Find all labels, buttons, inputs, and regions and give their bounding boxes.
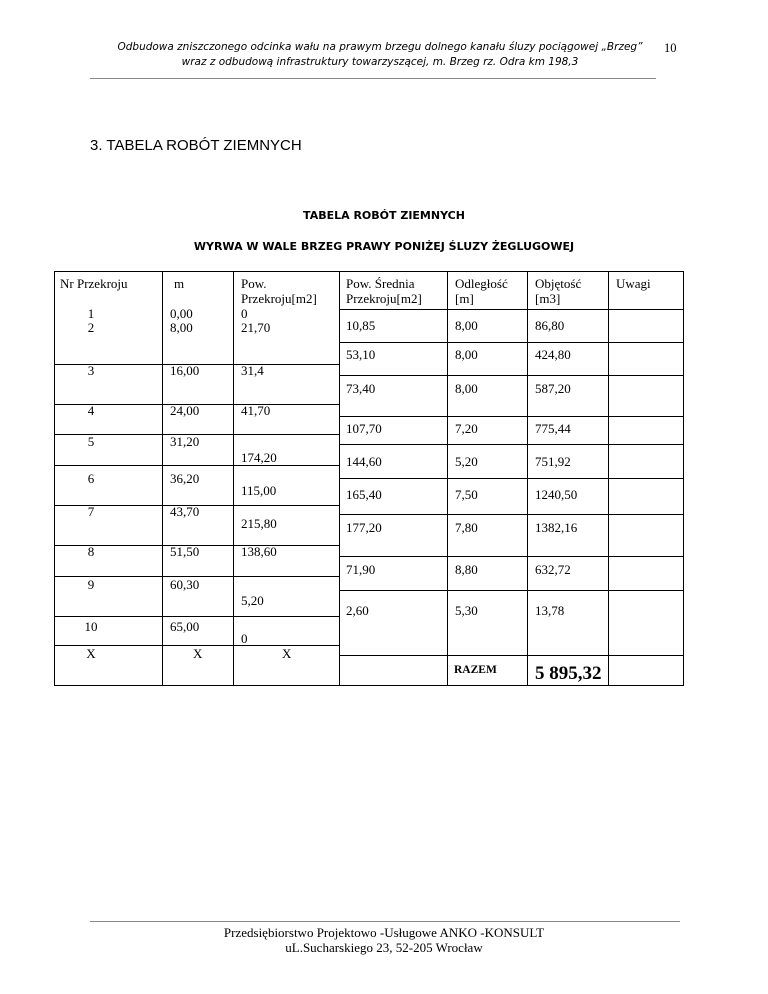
section-nr: 5 bbox=[87, 434, 95, 449]
table-title: TABELA ROBÓT ZIEMNYCH bbox=[303, 209, 465, 222]
interval-srednia: 73,40 bbox=[346, 381, 376, 396]
col-divider bbox=[233, 271, 234, 686]
interval-srednia: 144,60 bbox=[346, 454, 382, 469]
section-nr: 4 bbox=[87, 403, 95, 418]
col-header-srednia-line2: Przekroju[m2] bbox=[346, 291, 422, 306]
row-line-right bbox=[339, 514, 684, 515]
section-m: 16,00 bbox=[170, 363, 200, 378]
section-pow: 0 bbox=[241, 631, 248, 646]
row-line-left bbox=[54, 616, 340, 617]
total-label: RAZEM bbox=[454, 664, 497, 676]
col-header-objetosc-line1: Objętość bbox=[535, 276, 582, 291]
section-m: 24,00 bbox=[170, 403, 200, 418]
interval-objetosc: 1240,50 bbox=[535, 487, 578, 502]
interval-odleglosc: 5,30 bbox=[455, 603, 478, 618]
section-m: 60,30 bbox=[170, 577, 200, 592]
section-m: 31,20 bbox=[170, 434, 200, 449]
col-header-pow bbox=[241, 276, 317, 306]
row-line-right bbox=[339, 309, 684, 310]
row-line-right bbox=[339, 342, 684, 343]
interval-objetosc: 632,72 bbox=[535, 562, 571, 577]
section-m: 0,00 bbox=[170, 306, 193, 321]
table-border-top bbox=[54, 271, 684, 272]
interval-odleglosc: 8,00 bbox=[455, 318, 478, 333]
section-m: 65,00 bbox=[170, 619, 200, 634]
header-line-2: wraz z odbudową infrastruktury towarzyszącej, m. Brzeg rz. Odra km 198,3 bbox=[181, 56, 579, 68]
col-header-objetosc bbox=[535, 276, 581, 306]
total-value: 5 895,32 bbox=[535, 663, 602, 684]
interval-srednia: 2,60 bbox=[346, 603, 369, 618]
interval-objetosc: 775,44 bbox=[535, 421, 571, 436]
section-nr: 9 bbox=[87, 577, 95, 592]
row-line-right bbox=[339, 375, 684, 376]
interval-objetosc: 86,80 bbox=[535, 318, 565, 333]
interval-odleglosc: 8,80 bbox=[455, 562, 478, 577]
section-m: 43,70 bbox=[170, 504, 200, 519]
col-header-odleglosc-line1: Odległość bbox=[455, 276, 508, 291]
col-header-objetosc-line2: [m3] bbox=[535, 291, 561, 306]
interval-odleglosc: 8,00 bbox=[455, 381, 478, 396]
table-border-left bbox=[54, 271, 55, 686]
section-pow: 21,70 bbox=[241, 320, 271, 335]
section-m: X bbox=[193, 646, 203, 661]
row-line-right bbox=[339, 556, 684, 557]
interval-srednia: 53,10 bbox=[346, 347, 376, 362]
row-line-right bbox=[339, 444, 684, 445]
footer-line-1: Przedsiębiorstwo Projektowo -Usługowe ANKO -KONSULT bbox=[223, 925, 545, 940]
section-nr: 2 bbox=[87, 320, 95, 335]
section-nr: 7 bbox=[87, 504, 95, 519]
section-pow: 31,4 bbox=[241, 363, 264, 378]
section-pow: 174,20 bbox=[241, 450, 277, 465]
col-header-m: m bbox=[174, 276, 185, 291]
col-header-srednia bbox=[346, 276, 422, 306]
row-line-right bbox=[339, 590, 684, 591]
col-header-srednia-line1: Pow. Średnia bbox=[346, 276, 415, 291]
footer-divider bbox=[90, 921, 680, 922]
section-nr: 10 bbox=[84, 619, 98, 634]
table-subtitle: WYRWA W WALE BRZEG PRAWY PONIŻEJ ŚLUZY ŻEGLUGOWEJ bbox=[193, 240, 575, 253]
section-nr: 6 bbox=[87, 471, 95, 486]
col-divider bbox=[162, 271, 163, 686]
interval-objetosc: 751,92 bbox=[535, 454, 571, 469]
interval-srednia: 107,70 bbox=[346, 421, 382, 436]
col-header-odleglosc-line2: [m] bbox=[455, 291, 474, 306]
section-pow: 215,80 bbox=[241, 516, 277, 531]
interval-odleglosc: 5,20 bbox=[455, 454, 478, 469]
interval-odleglosc: 7,20 bbox=[455, 421, 478, 436]
section-nr: X bbox=[86, 646, 96, 661]
header-line-1: Odbudowa zniszczonego odcinka wału na prawym brzegu dolnego kanału śluzy pociągowej „Brzeg” bbox=[117, 41, 643, 53]
section-m: 36,20 bbox=[170, 471, 200, 486]
interval-srednia: 10,85 bbox=[346, 318, 376, 333]
col-header-odleglosc bbox=[455, 276, 508, 306]
section-pow: 138,60 bbox=[241, 544, 277, 559]
col-header-nr: Nr Przekroju bbox=[60, 276, 128, 291]
section-nr: 8 bbox=[87, 544, 95, 559]
interval-odleglosc: 8,00 bbox=[455, 347, 478, 362]
section-m: 8,00 bbox=[170, 320, 193, 335]
section-heading: 3. TABELA ROBÓT ZIEMNYCH bbox=[90, 137, 302, 154]
interval-objetosc: 424,80 bbox=[535, 347, 571, 362]
interval-odleglosc: 7,50 bbox=[455, 487, 478, 502]
row-line-right bbox=[339, 478, 684, 479]
interval-srednia: 71,90 bbox=[346, 562, 376, 577]
section-m: 51,50 bbox=[170, 544, 200, 559]
page-footer bbox=[0, 925, 768, 955]
interval-srednia: 165,40 bbox=[346, 487, 382, 502]
interval-objetosc: 13,78 bbox=[535, 603, 565, 618]
col-header-uwagi: Uwagi bbox=[616, 276, 651, 291]
section-nr: 1 bbox=[87, 306, 95, 321]
interval-objetosc: 587,20 bbox=[535, 381, 571, 396]
col-header-pow-line1: Pow. bbox=[241, 276, 267, 291]
row-line-right bbox=[339, 416, 684, 417]
section-pow: 115,00 bbox=[241, 483, 277, 498]
interval-srednia: 177,20 bbox=[346, 520, 382, 535]
row-line-left bbox=[54, 465, 340, 466]
footer-line-2: uL.Sucharskiego 23, 52-205 Wrocław bbox=[285, 940, 483, 955]
interval-objetosc: 1382,16 bbox=[535, 520, 578, 535]
section-pow: 41,70 bbox=[241, 403, 271, 418]
col-header-pow-line2: Przekroju[m2] bbox=[241, 291, 317, 306]
section-pow: 0 bbox=[241, 306, 248, 321]
section-pow: 5,20 bbox=[241, 593, 264, 608]
section-pow: X bbox=[282, 646, 292, 661]
row-line-right bbox=[339, 655, 684, 656]
page-number: 10 bbox=[664, 41, 677, 55]
section-nr: 3 bbox=[87, 363, 95, 378]
interval-odleglosc: 7,80 bbox=[455, 520, 478, 535]
table-border-bottom bbox=[54, 685, 684, 686]
